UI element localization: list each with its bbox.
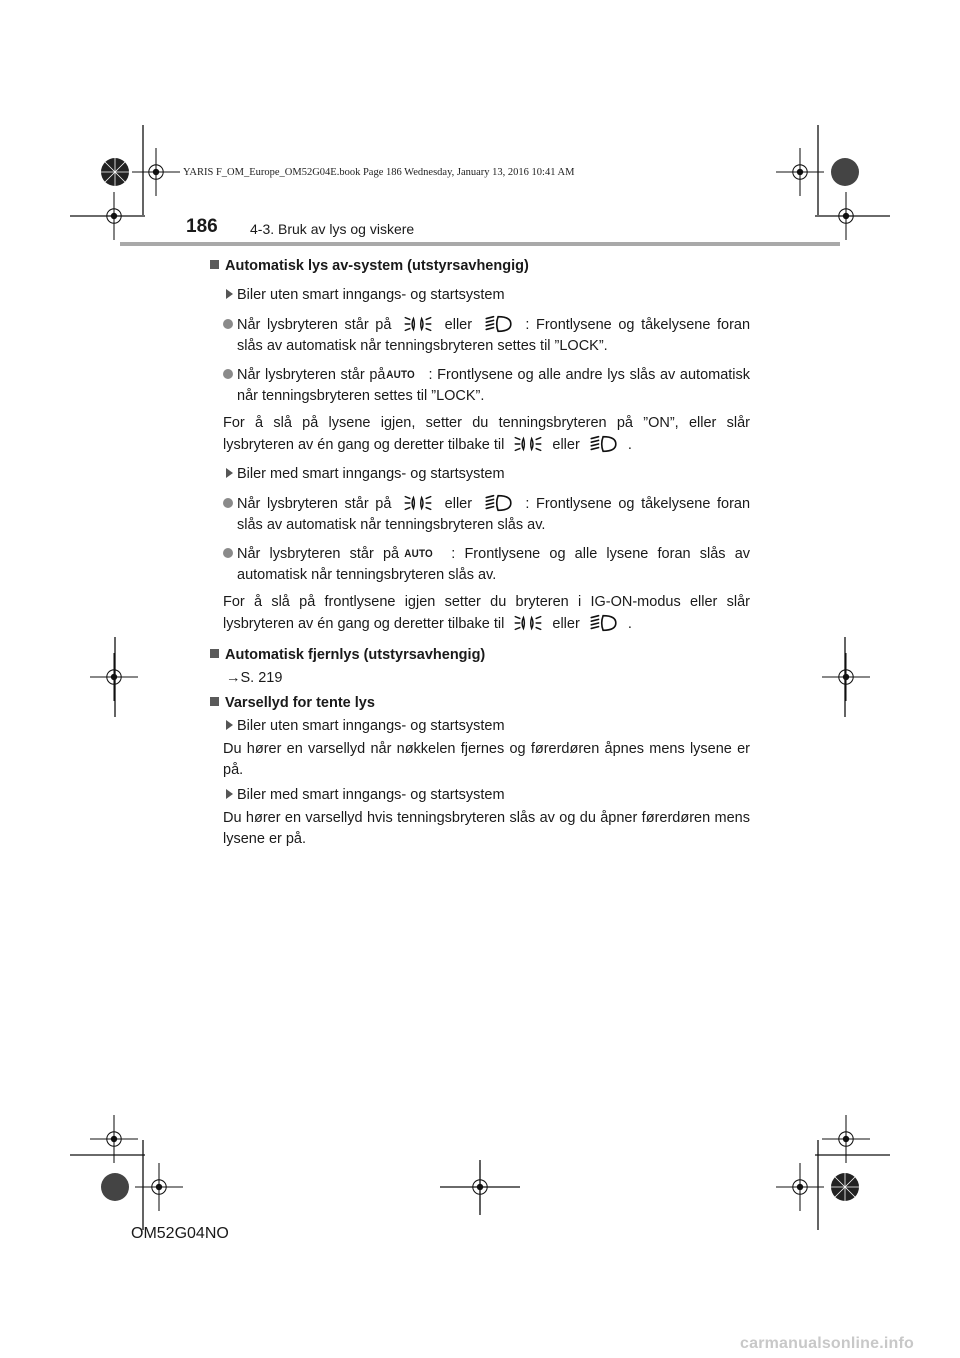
bullet-item: Når lysbryteren står på eller : Frontlysene og tåkelysene foran slås av automatisk når tenningsbryteren slås av. bbox=[210, 493, 750, 536]
triangle-bullet-icon bbox=[226, 468, 233, 478]
tail-light-icon bbox=[404, 493, 432, 513]
paragraph: Du hører en varsellyd når nøkkelen fjernes og førerdøren åpnes mens lysene er på. bbox=[223, 741, 750, 778]
page-reference-link[interactable]: →S. 219 bbox=[226, 670, 283, 686]
subheading-no-smart: Biler uten smart inngangs- og startsystem bbox=[210, 285, 750, 306]
paragraph: For å slå på frontlysene igjen setter du bryteren i IG-ON-modus eller slår lysbryteren av én gang og deretter tilbake til eller . bbox=[223, 594, 750, 632]
paragraph: For å slå på lysene igjen, setter du tenningsbryteren på ”ON”, eller slår lysbryteren av én gang og deretter tilbake til eller . bbox=[223, 415, 750, 453]
tail-light-icon bbox=[514, 434, 542, 454]
subheading-no-smart: Biler uten smart inngangs- og startsystem bbox=[210, 716, 750, 737]
heading-buzzer: Varsellyd for tente lys bbox=[210, 693, 750, 714]
triangle-bullet-icon bbox=[226, 720, 233, 730]
bullet-item: Når lysbryteren står på AUTO : Frontlysene og alle andre lys slås av automatisk når tenningsbryteren settes til ”LOCK”. bbox=[210, 365, 750, 407]
square-bullet-icon bbox=[210, 697, 219, 706]
paragraph: Du hører en varsellyd hvis tenningsbryteren slås av og du åpner førerdøren mens lysene er på. bbox=[223, 810, 750, 847]
subheading-smart: Biler med smart inngangs- og startsystem bbox=[210, 464, 750, 485]
dot-bullet-icon bbox=[223, 498, 233, 508]
dot-bullet-icon bbox=[223, 319, 233, 329]
subheading-smart: Biler med smart inngangs- og startsystem bbox=[210, 785, 750, 806]
page-content bbox=[210, 254, 750, 850]
triangle-bullet-icon bbox=[226, 289, 233, 299]
bullet-item: Når lysbryteren står på eller : Frontlysene og tåkelysene foran slås av automatisk når tenningsbryteren settes til ”LOCK”. bbox=[210, 314, 750, 357]
section-title: 4-3. Bruk av lys og viskere bbox=[250, 221, 415, 237]
heading-high-beam: Automatisk fjernlys (utstyrsavhengig) bbox=[210, 645, 750, 666]
tail-light-icon bbox=[514, 613, 542, 633]
watermark: carmanualsonline.info bbox=[740, 1335, 915, 1352]
document-code: OM52G04NO bbox=[131, 1225, 229, 1242]
heading-auto-off: Automatisk lys av-system (utstyrsavhengig) bbox=[210, 256, 750, 277]
dot-bullet-icon bbox=[223, 548, 233, 558]
print-info: YARIS F_OM_Europe_OM52G04E.book Page 186 Wednesday, January 13, 2016 10:41 AM bbox=[183, 167, 575, 178]
bullet-item: Når lysbryteren står på AUTO : Frontlysene og alle lysene foran slås av automatisk når tenningsbryteren slås av. bbox=[210, 544, 750, 586]
headlight-icon bbox=[590, 613, 618, 633]
auto-light-icon: AUTO bbox=[386, 369, 415, 381]
square-bullet-icon bbox=[210, 649, 219, 658]
headlight-icon bbox=[590, 434, 618, 454]
headlight-icon bbox=[485, 493, 513, 513]
triangle-bullet-icon bbox=[226, 789, 233, 799]
auto-light-icon: AUTO bbox=[404, 548, 434, 560]
page-number: 186 bbox=[186, 216, 218, 237]
dot-bullet-icon bbox=[223, 369, 233, 379]
square-bullet-icon bbox=[210, 260, 219, 269]
tail-light-icon bbox=[404, 314, 432, 334]
header-divider bbox=[120, 242, 840, 246]
headlight-icon bbox=[485, 314, 513, 334]
